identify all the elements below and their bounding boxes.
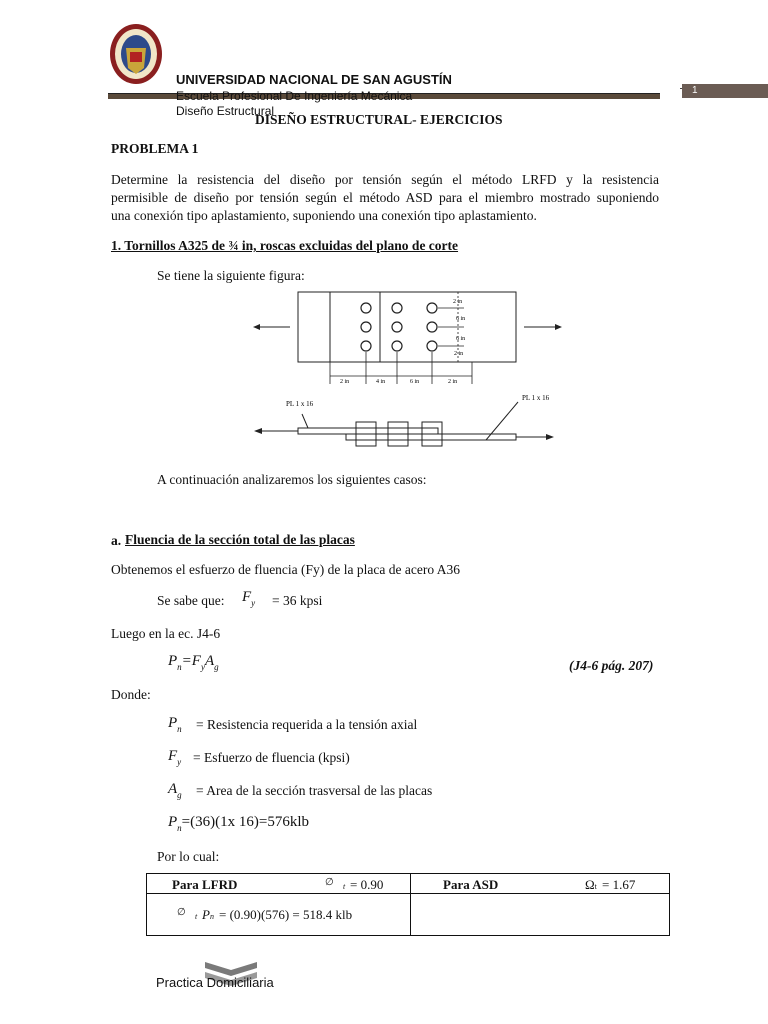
bolt bbox=[427, 341, 437, 351]
pn-symbol: Pn bbox=[202, 907, 214, 922]
luego-line: Luego en la ec. J4-6 bbox=[111, 626, 221, 641]
dim-bottom-4: 2 in bbox=[448, 379, 458, 385]
lrfd-result: = (0.90)(576) = 518.4 klb bbox=[219, 907, 353, 922]
calc-expression: =(36)(1x 16)=576klb bbox=[181, 814, 309, 830]
asd-header-cell bbox=[411, 874, 670, 894]
equation-reference: (J4-6 pág. 207) bbox=[569, 658, 654, 673]
section-1-heading: 1. Tornillos A325 de ¾ in, roscas excluidas del plano de corte bbox=[111, 238, 459, 253]
phi-icon: ∅ bbox=[325, 877, 334, 888]
side-plate-top bbox=[298, 428, 438, 434]
section-a-heading: Fluencia de la sección total de las placas bbox=[125, 532, 355, 547]
donde-label: Donde: bbox=[111, 687, 151, 702]
university-name: UNIVERSIDAD NACIONAL DE SAN AGUSTÍN bbox=[176, 72, 452, 87]
problem-line-2: permisible de diseño por tensión según el método ASD para el miembro mostrado suponiendo bbox=[111, 190, 659, 205]
def-symbol: F bbox=[168, 748, 178, 764]
page-title: DISEÑO ESTRUCTURAL- EJERCICIOS bbox=[255, 112, 503, 127]
problem-heading: PROBLEMA 1 bbox=[111, 141, 199, 156]
problem-line-1: Determine la resistencia del diseño por tensión según el método LRFD y la resistencia bbox=[111, 172, 659, 187]
bolt bbox=[392, 303, 402, 313]
def-subscript: n bbox=[177, 724, 182, 734]
problem-line-3: una conexión tipo aplastamiento, suponiendo una conexión tipo aplastamiento. bbox=[111, 208, 537, 223]
section-a-letter: a. bbox=[111, 533, 122, 548]
calculation-pn bbox=[168, 813, 309, 831]
eq-p-sub: n bbox=[177, 662, 182, 672]
school-name: Escuela Profesional De Ingeniería Mecánica bbox=[176, 89, 413, 103]
lrfd-factor: = 0.90 bbox=[350, 877, 384, 892]
results-table bbox=[146, 873, 670, 936]
def-subscript: y bbox=[177, 757, 182, 767]
yield-stress-line: Obtenemos el esfuerzo de fluencia (Fy) de la placa de acero A36 bbox=[111, 562, 460, 577]
eq-fy-sub: y bbox=[200, 662, 205, 672]
cases-intro: A continuación analizaremos los siguientes casos: bbox=[157, 472, 427, 487]
eq-equals: =F bbox=[181, 653, 201, 669]
university-logo bbox=[108, 22, 164, 86]
plate-label-right: PL 1 x 16 bbox=[522, 394, 550, 402]
definition-fy bbox=[168, 747, 181, 765]
bolt bbox=[392, 341, 402, 351]
definition-pn bbox=[168, 714, 182, 732]
lrfd-header: Para LFRD bbox=[172, 877, 238, 892]
course-name: Diseño Estructural bbox=[176, 104, 275, 118]
por-lo-cual: Por lo cual: bbox=[157, 849, 220, 864]
sabe-que: Se sabe que: bbox=[157, 593, 225, 608]
lrfd-header-cell bbox=[147, 874, 411, 894]
def-symbol: P bbox=[168, 715, 178, 731]
definition-ag-text: = Area de la sección trasversal de las placas bbox=[196, 783, 433, 798]
right-plate bbox=[330, 292, 516, 362]
bolt bbox=[361, 303, 371, 313]
dim-right-3: 6 in bbox=[456, 336, 466, 342]
dim-right-1: 2 in bbox=[453, 299, 463, 305]
dim-bottom-2: 4 in bbox=[376, 379, 386, 385]
bolt bbox=[361, 322, 371, 332]
calc-p-sub: n bbox=[177, 823, 182, 833]
def-subscript: g bbox=[177, 790, 182, 800]
dim-bottom-1: 2 in bbox=[340, 379, 350, 385]
dim-right-2: 6 in bbox=[456, 316, 466, 322]
bolt bbox=[427, 303, 437, 313]
fy-letter: F bbox=[242, 589, 252, 605]
dim-bottom-3: 6 in bbox=[410, 379, 420, 385]
left-plate bbox=[298, 292, 380, 362]
asd-header: Para ASD bbox=[443, 877, 499, 892]
fy-subscript: y bbox=[251, 598, 256, 608]
bolt bbox=[392, 322, 402, 332]
figure-intro: Se tiene la siguiente figura: bbox=[157, 268, 305, 283]
asd-result-cell bbox=[411, 894, 670, 936]
eq-p: P bbox=[168, 653, 178, 669]
omega-icon: Ωt bbox=[585, 877, 597, 892]
phi-icon: ∅ bbox=[177, 907, 186, 918]
lrfd-result-cell bbox=[147, 894, 411, 936]
eq-a-sub: g bbox=[214, 662, 219, 672]
eq-a: A bbox=[204, 653, 215, 669]
plate-label-left: PL 1 x 16 bbox=[286, 400, 314, 408]
phi-t-sub: t bbox=[343, 882, 346, 891]
equation-j4-6 bbox=[168, 652, 219, 670]
calc-p: P bbox=[168, 814, 178, 830]
fy-value: = 36 kpsi bbox=[272, 593, 323, 608]
table-row bbox=[147, 894, 670, 936]
asd-factor: = 1.67 bbox=[602, 877, 636, 892]
table-row bbox=[147, 874, 670, 894]
bolted-plate-figure bbox=[250, 290, 570, 450]
footer-text: Practica Domiciliaria bbox=[156, 975, 274, 990]
bolt bbox=[361, 341, 371, 351]
page-number: 1 bbox=[692, 85, 698, 96]
dim-right-4: 2 in bbox=[454, 351, 464, 357]
bolt bbox=[427, 322, 437, 332]
definition-fy-text: = Esfuerzo de fluencia (kpsi) bbox=[193, 750, 350, 765]
definition-pn-text: = Resistencia requerida a la tensión axial bbox=[196, 717, 418, 732]
phi-t-sub: t bbox=[195, 912, 198, 921]
fy-symbol bbox=[242, 588, 255, 606]
definition-ag bbox=[168, 780, 182, 798]
def-symbol: A bbox=[168, 781, 178, 797]
